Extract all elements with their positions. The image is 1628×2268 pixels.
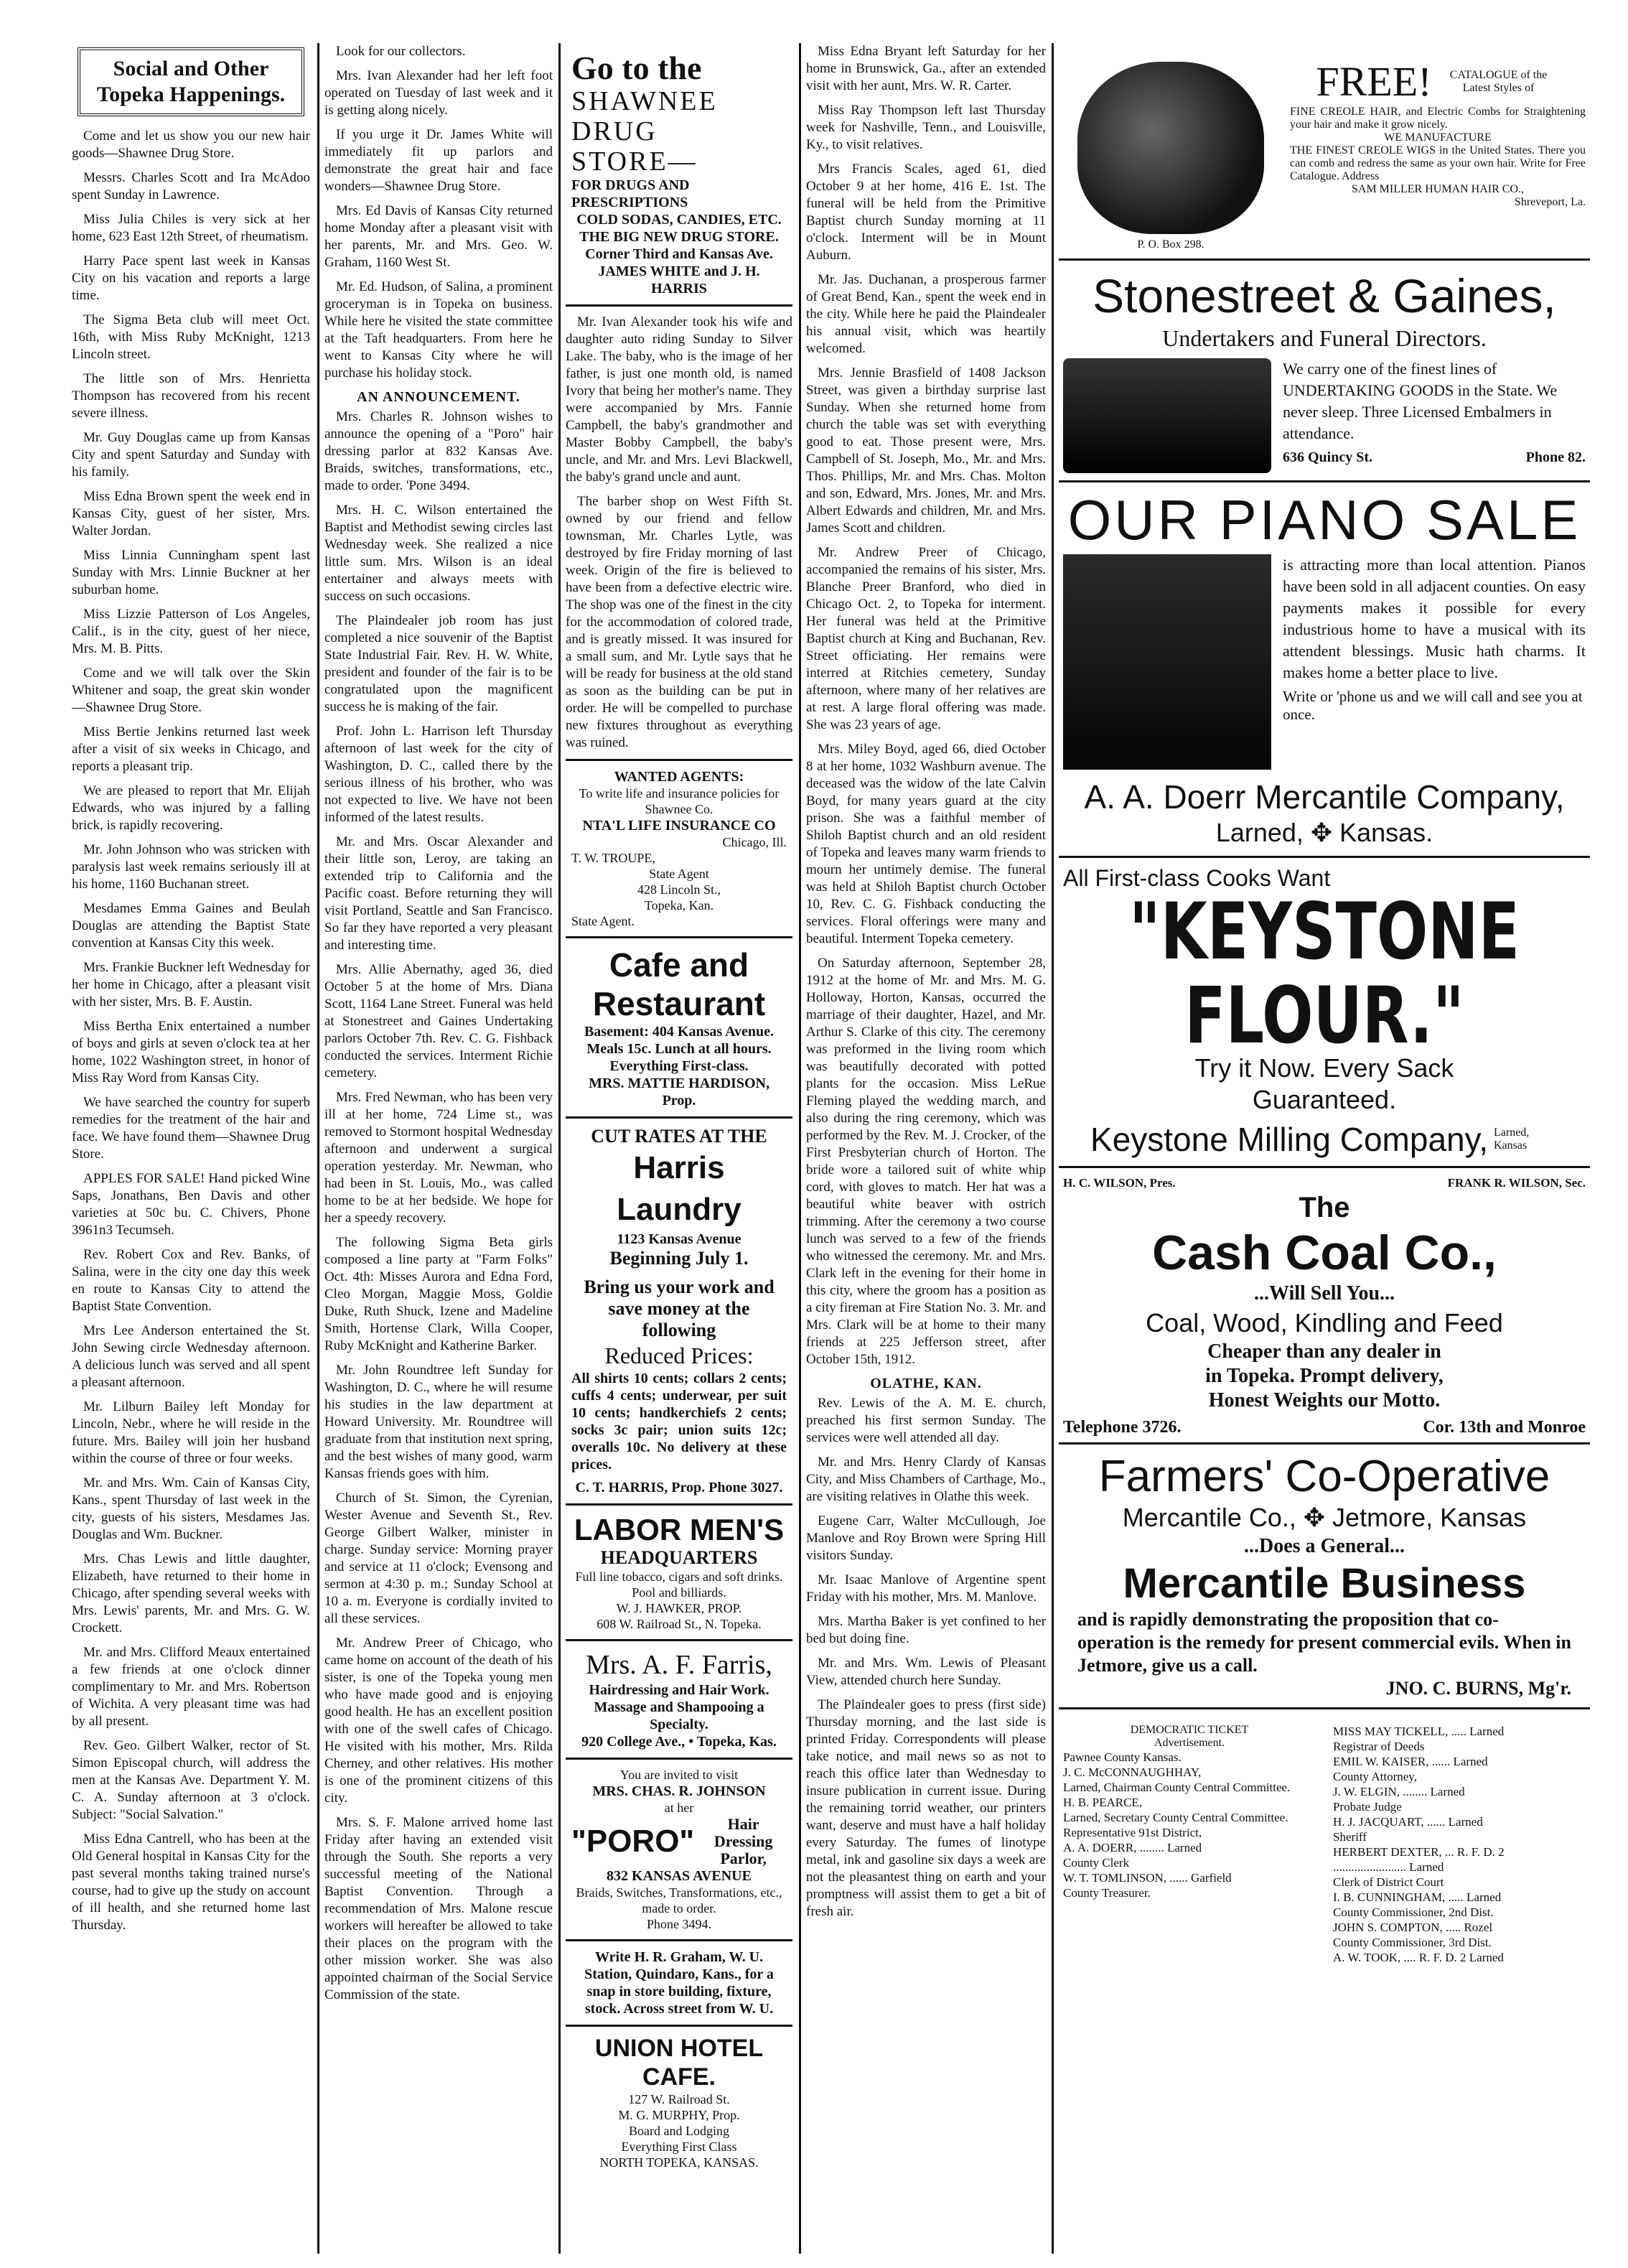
laundry-ad-line: CUT RATES AT THE — [591, 1126, 767, 1147]
laundry-ad-line: 1123 Kansas Avenue — [617, 1231, 742, 1247]
news-item: Harry Pace spent last week in Kansas City on his vacation and reports a large time. — [72, 253, 310, 303]
news-item: Miss Bertha Enix entertained a number of boys and girls at seven o'clock tea at her home, 1022 Washington street, in honor of Miss Ray Word from Kansas City. — [72, 1019, 310, 1086]
poro-ad-line: MRS. CHAS. R. JOHNSON — [592, 1783, 766, 1799]
undertaker-ad — [1059, 261, 1590, 482]
news-item: The Plaindealer goes to press (first side) Thursday morning, and the last side is printed Friday. Correspondents will please take notice, and mail news so as not to reach this office later than Wednesday to insure publication in current issue. During the remaining torrid weather, our printers want, deserve and must have a half holiday every Saturday. The fumes of linotype metal, ink and gasoline six days a week are not the pleasantest thing on earth and your promptness will assist them to get a bit of fresh air. — [806, 1697, 1046, 1919]
news-item: Mrs. Miley Boyd, aged 66, died October 8 at her home, 1032 Washburn avenue. The deceased was the widow of the late Calvin Boyd, for many years guard at the city prison. She was a faithful member of Shiloh Baptist church and an old resident of Topeka and leaves many warm friends to mourn her untimely demise. The funeral was held at Shiloh Baptist church October 10, Rev. C. G. Fishback conducting the services. Floral offerings were many and beautiful. Interment Topeka cemetery. — [806, 742, 1046, 946]
labor-ad-line: HEADQUARTERS — [600, 1547, 758, 1568]
hair-ad-line: THE FINEST CREOLE WIGS in the United States. There you can comb and redress the same as your own hair. Write for Free Catalogue. Address — [1290, 144, 1586, 182]
news-item: Miss Linnia Cunningham spent last Sunday with Mrs. Linnie Buckner at her suburban home. — [72, 548, 310, 597]
news-item: The little son of Mrs. Henrietta Thompson has recovered from his recent severe illness. — [72, 371, 310, 421]
coop-line: Mercantile Co., ✥ Jetmore, Kansas — [1122, 1503, 1527, 1532]
news-item: The Plaindealer job room has just completed a nice souvenir of the Baptist State Industrial Fair. Rev. H. W. White, president and founder of the fair is to be congratulated upon the magnificent success he is making of the fair. — [324, 613, 553, 714]
ticket-line: J. W. ELGIN, ........ Larned — [1333, 1785, 1465, 1798]
farris-ad-title: Mrs. A. F. Farris, — [586, 1650, 772, 1680]
agents-ad-line: Chicago, Ill. — [722, 835, 787, 849]
ticket-line: Representative 91st District, — [1063, 1826, 1202, 1839]
news-item: We have searched the country for superb remedies for the treatment of the hair and face. We have found them—Shawnee Drug Store. — [72, 1095, 310, 1162]
agents-ad — [566, 759, 792, 938]
agents-ad-line: State Agent. — [571, 914, 635, 928]
flour-city: Larned, Kansas — [1493, 1126, 1530, 1152]
news-item: Rev. Geo. Gilbert Walker, rector of St. Simon Episcopal church, will address the men at the Kansas Ave. Department Y. M. C. A. Sunday afternoon at 3 o'clock. Subject: "Social Salvation." — [72, 1738, 310, 1822]
news-item: AN ANNOUNCEMENT. — [357, 389, 520, 405]
ticket-sub: Advertisement. — [1154, 1737, 1225, 1749]
ticket-line: County Commissioner, 3rd Dist. — [1333, 1936, 1492, 1949]
ticket-line: Clerk of District Court — [1333, 1875, 1444, 1889]
column-rule — [799, 43, 801, 2254]
news-item: Miss Lizzie Patterson of Los Angeles, Calif., is in the city, guest of her niece, Mrs. M. B. Pitts. — [72, 607, 310, 656]
column-5 — [1059, 50, 1590, 2246]
coal-secretary: FRANK R. WILSON, Sec. — [1447, 1176, 1586, 1190]
column-rule — [317, 43, 319, 2254]
news-item: Mr. Ivan Alexander took his wife and daughter auto riding Sunday to Silver Lake. The baby, who is the image of her father, is just one month old, is named Ivory that being her mother's name. They were accompanied by Mrs. Fannie Campbell, the baby's grandmother and Master Bobby Campbell, the baby's uncle, and Mr. and Mrs. Levi Blackwell, the baby's grand uncle and aunt. — [566, 314, 792, 485]
cafe-ad-line: Basement: 404 Kansas Avenue. — [584, 1024, 775, 1040]
coal-line: Coal, Wood, Kindling and Feed — [1146, 1308, 1503, 1338]
column-1 — [72, 43, 310, 2246]
ticket-line: HERBERT DEXTER, ... R. F. D. 2 — [1333, 1845, 1505, 1859]
column-3-articles — [566, 307, 792, 752]
hair-ad-line: WE MANUFACTURE — [1384, 131, 1492, 144]
poro-ad-line: 832 KANSAS AVENUE — [607, 1868, 752, 1884]
union-ad-title: UNION HOTEL CAFE. — [594, 2035, 764, 2091]
news-item: Mr. Lilburn Bailey left Monday for Lincoln, Nebr., where he will reside in the future. Mrs. Bailey will join her husband within the course of three or four weeks. — [72, 1399, 310, 1466]
undertaker-phone: Phone 82. — [1525, 449, 1586, 465]
agents-ad-line: To write life and insurance policies for Shawnee Co. — [579, 786, 780, 816]
news-item: Mrs. S. F. Malone arrived home last Friday after having an extended visit through the South. She reports a very successful meeting of the National Baptist Convention. Through a recommendation of Mrs. Malone rescue workers will hereafter be allowed to take their places on the program with the other mission worker. She was also appointed chairman of the Social Service Commission of the state. — [324, 1815, 553, 2002]
news-item: Miss Edna Cantrell, who has been at the Old General hospital in Kansas City for the past several months taking trained nurse's course, had to give up the study on account of ill health, and she returned home last Thursday. — [72, 1831, 310, 1933]
poro-ad-line: at her — [664, 1801, 694, 1815]
drug-ad-line: COLD SODAS, CANDIES, ETC. — [576, 212, 782, 228]
drug-ad-line: Go to the — [571, 50, 702, 86]
news-item: Mrs. Allie Abernathy, aged 36, died October 5 at the home of Mrs. Diana Scott, 1164 Lane Street. Funeral was held at Stonestreet and Gaines Undertaking parlors October 7th. Rev. C. G. Fishback conducted the services. Interment Richie cemetery. — [324, 962, 553, 1081]
news-item: Mrs. Ivan Alexander had her left foot operated on Tuesday of last week and it is getting along nicely. — [324, 68, 553, 118]
coal-contact — [1063, 1420, 1586, 1435]
agents-ad-line: NTA'L LIFE INSURANCE CO — [582, 818, 776, 834]
coal-phone: Telephone 3726. — [1063, 1418, 1182, 1437]
coop-ad — [1059, 1445, 1590, 1709]
news-item: Mr. and Mrs. Henry Clardy of Kansas City, and Miss Chambers of Carthage, Mo., are visiting relatives in Olathe this week. — [806, 1455, 1046, 1504]
news-item: Mr. Andrew Preer of Chicago, who came home on account of the death of his sister, is one of the Topeka young men who have made good and is enjoying good health. He has an excellent position with one of the swell cafes of Chicago. He visited with his mother, Mrs. Rilda Cherney, and other relatives. His mother is one of the prominent citizens of this city. — [324, 1635, 553, 1806]
news-item: Look for our collectors. — [336, 44, 466, 59]
hair-ad-line: FINE CREOLE HAIR, and Electric Combs for Straightening your hair and make it grow nicely. — [1290, 106, 1586, 131]
news-item: Messrs. Charles Scott and Ira McAdoo spent Sunday in Lawrence. — [72, 170, 310, 202]
ticket-line: I. B. CUNNINGHAM, ..... Larned — [1333, 1890, 1502, 1904]
laundry-ad-line: All shirts 10 cents; collars 2 cents; cuffs 4 cents; underwear, per suit 10 cents; handkerchiefs 2 cents; socks 3c pair; union suits 12c; overalls 10c. No delivery at these prices. — [571, 1371, 787, 1473]
column-3 — [566, 43, 792, 2246]
coop-title-2: Mercantile Business — [1123, 1560, 1526, 1607]
poro-ad-title: "PORO" — [571, 1824, 695, 1859]
union-ad-line: Everything First Class — [621, 2139, 737, 2154]
ticket-line: County Commissioner, 2nd Dist. — [1333, 1905, 1494, 1919]
piano-company: A. A. Doerr Mercantile Company, — [1084, 778, 1565, 816]
agents-ad-line: State Agent — [649, 867, 709, 881]
news-item: OLATHE, KAN. — [870, 1376, 982, 1391]
news-item: Mrs. Fred Newman, who has been very ill at her home, 724 Lime st., was removed to Stormont hospital Wednesday afternoon and underwent a surgical operation yesterday. Mr. Newman, who had been in St. Louis, Mo., was called home to be at her bedside. We hope for her a speedy recovery. — [324, 1090, 553, 1226]
undertaker-title: Stonestreet & Gaines, — [1093, 269, 1556, 322]
laundry-ad-title: Harris Laundry — [617, 1150, 742, 1227]
news-item: Mrs. Martha Baker is yet confined to her bed but doing fine. — [806, 1614, 1046, 1646]
ticket-line: EMIL W. KAISER, ...... Larned — [1333, 1755, 1488, 1768]
coal-officers — [1063, 1175, 1586, 1190]
news-item: Miss Edna Brown spent the week end in Kansas City, guest of her sister, Mrs. Walter Jordan. — [72, 489, 310, 538]
news-item: Mr. Ed. Hudson, of Salina, a prominent groceryman is in Topeka on business. While here he visited the state committee at the Taft headquarters. From here he went to Kansas City where he will purchase his holiday stock. — [324, 279, 553, 381]
news-item: Come and let us show you our new hair goods—Shawnee Drug Store. — [72, 129, 310, 161]
news-item: Mrs Lee Anderson entertained the St. John Sewing circle Wednesday afternoon. A delicious lunch was served and all spent a pleasant afternoon. — [72, 1323, 310, 1390]
news-item: The barber shop on West Fifth St. owned by our friend and fellow townsman, Mr. Charles Lytle, was destroyed by fire Friday morning of last week. Origin of the fire is believed to have been from a defective electric wire. The shop was one of the finest in the city for the accommodation of colored trade, and is greatly missed. It was insured for a small sum, and Mr. Lytle says that he will be ready for business at the old stand as soon as the building can be put in order. He will be compelled to purchase new fixtures throughout as everything was ruined. — [566, 494, 792, 750]
union-hotel-ad — [566, 2027, 792, 2178]
drug-ad-line: SHAWNEE DRUG — [571, 86, 718, 146]
coal-line: in Topeka. Prompt delivery, — [1205, 1365, 1444, 1387]
ticket-line: Registrar of Deeds — [1333, 1740, 1425, 1753]
flour-line: Guaranteed. — [1252, 1085, 1397, 1114]
flour-company-row — [1063, 1120, 1586, 1159]
coop-body: and is rapidly demonstrating the proposition that co-operation is the remedy for present commercial evils. When in Jetmore, give us a call. — [1077, 1609, 1571, 1676]
laundry-ad-line: Beginning July 1. — [609, 1248, 749, 1269]
union-ad-line: 127 W. Railroad St. — [628, 2092, 730, 2106]
piano-image — [1063, 554, 1271, 770]
ticket-line: Sheriff — [1333, 1830, 1367, 1844]
piano-body: is attracting more than local attention. Pianos have been sold in all adjacent counties. On easy payments makes it possible for every industrious home to have a musical with its attendent blessings. Music hath charms. It makes home a better place to live. — [1283, 556, 1586, 681]
news-item: Mr. Andrew Preer of Chicago, accompanied the remains of his sister, Mrs. Blanche Preer Branford, who died in Chicago Oct. 2, to Topeka for interment. Her funeral was held at the Primitive Baptist church at King and Buchanan, Rev. Street officiating. Her remains were interred at Ritchies cemetery, Sunday afternoon, where many of her relatives are at rest. A large floral offering was made. She was 23 years of age. — [806, 545, 1046, 732]
flour-company: Keystone Milling Company, — [1090, 1121, 1488, 1158]
graham-ad-text: Write H. R. Graham, W. U. Station, Quindaro, Kans., for a snap in store building, fixture, stock. Across street from W. U. — [584, 1949, 774, 2017]
labor-ad-line: 608 W. Railroad St., N. Topeka. — [597, 1617, 762, 1631]
farris-ad-line: 920 College Ave., • Topeka, Kas. — [581, 1734, 777, 1750]
cafe-ad-title: Cafe and Restaurant — [592, 946, 766, 1022]
flour-line: Try it Now. Every Sack — [1194, 1053, 1454, 1083]
news-item: Mrs. Charles R. Johnson wishes to announce the opening of a "Poro" hair dressing parlor at 832 Kansas Ave. Braids, switches, transformations, etc., made to order. 'Pone 3494. — [324, 409, 553, 493]
coal-line: Honest Weights our Motto. — [1208, 1389, 1441, 1411]
ticket-line: W. T. TOMLINSON, ...... Garfield — [1063, 1871, 1232, 1885]
news-item: Mr. and Mrs. Oscar Alexander and their little son, Leroy, are taking an extended trip to California and the Pacific coast. Before returning they will visit Portland, Seattle and San Francisco. So far they have reported a very pleasant and interesting time. — [324, 834, 553, 953]
news-item: Mr. Isaac Manlove of Argentine spent Friday with his mother, Mrs. M. Manlove. — [806, 1572, 1046, 1605]
hair-ad-city: Shreveport, La. — [1514, 196, 1586, 208]
news-item: Miss Edna Bryant left Saturday for her home in Brunswick, Ga., after an extended visit with her aunt, Mrs. W. R. Carter. — [806, 44, 1046, 93]
union-ad-line: M. G. MURPHY, Prop. — [618, 2108, 740, 2122]
drug-ad-line: STORE— — [571, 146, 698, 177]
ticket-columns — [1063, 1724, 1586, 1965]
coop-line: ...Does a General... — [1244, 1535, 1405, 1557]
labor-ad-line: W. J. HAWKER, PROP. — [616, 1601, 742, 1615]
cafe-ad-line: MRS. MATTIE HARDISON, Prop. — [589, 1075, 769, 1109]
news-item: If you urge it Dr. James White will immediately fit up parlors and demonstrate the great hair and face wonders—Shawnee Drug Store. — [324, 127, 553, 194]
piano-cta: Write or 'phone us and we will call and see you at once. — [1283, 688, 1583, 723]
poro-ad-line: Braids, Switches, Transformations, etc., made to order. — [576, 1885, 782, 1915]
news-item: Mrs Francis Scales, aged 61, died October 9 at her home, 416 E. 1st. The funeral will be held from the Primitive Baptist church Sunday morning at 11 o'clock. Interment will be in Mount Auburn. — [806, 162, 1046, 263]
labor-ad-title: LABOR MEN'S — [574, 1513, 785, 1546]
news-item: Rev. Lewis of the A. M. E. church, preached his first sermon Sunday. The services were well attended all day. — [806, 1396, 1046, 1445]
drug-ad-line: FOR DRUGS AND PRESCRIPTIONS — [571, 177, 690, 210]
drug-ad-line: Corner Third and Kansas Ave. — [585, 246, 773, 262]
agents-ad-line: T. W. TROUPE, — [571, 851, 655, 865]
news-item: Eugene Carr, Walter McCullough, Joe Manlove and Roy Brown were Spring Hill visitors Sunday. — [806, 1513, 1046, 1563]
flour-title: "KEYSTONE FLOUR." — [1129, 885, 1520, 1062]
cafe-ad-line: Everything First-class. — [609, 1058, 749, 1074]
ticket-line: JOHN S. COMPTON, ..... Rozel — [1333, 1921, 1493, 1934]
undertaker-body-row — [1063, 358, 1586, 473]
farris-ad — [566, 1641, 792, 1760]
ticket-line: MISS MAY TICKELL, ..... Larned — [1333, 1725, 1505, 1738]
hair-ad-text — [1290, 57, 1586, 251]
piano-text — [1283, 554, 1586, 770]
drug-ad-line: JAMES WHITE and J. H. HARRIS — [598, 263, 760, 297]
news-item: Mrs. Chas Lewis and little daughter, Elizabeth, have returned to their home in Chicago, after spending several weeks with Mrs. Lewis' parents, Mr. and Mrs. G. W. Crockett. — [72, 1551, 310, 1635]
hair-ad-box: P. O. Box 298. — [1137, 238, 1204, 251]
news-item: Mrs. Jennie Brasfield of 1408 Jackson Street, was given a birthday surprise last Sunday. When she returned home from church the table was set with everything good to eat. Those present were, Mrs. Campbell of St. Joseph, Mo., Mr. and Mrs. Thos. Phillips, Mr. and Mrs. Chas. Molton and son, Edward, Mrs. Jones, Mr. and Mrs. Albert Edwards and children, Mr. and Mrs. James Scott and children. — [806, 365, 1046, 536]
ticket-line: H. J. JACQUART, ...... Larned — [1333, 1815, 1483, 1829]
drug-store-ad — [566, 43, 792, 307]
poro-ad-line: You are invited to visit — [619, 1768, 739, 1782]
ticket-line: County Attorney, — [1333, 1770, 1417, 1783]
ticket-line: ........................ Larned — [1333, 1860, 1444, 1874]
news-item: Mrs. Frankie Buckner left Wednesday for her home in Chicago, after a pleasant visit with her sister, Mrs. B. F. Austin. — [72, 960, 310, 1009]
laundry-ad-line: C. T. HARRIS, Prop. Phone 3027. — [575, 1480, 783, 1495]
labor-ad — [566, 1506, 792, 1641]
news-item: Prof. John L. Harrison left Thursday afternoon of last week for the city of Washington, D. C., called there by the serious illness of his brother, who was not expected to live. We have not been informed of the latest results. — [324, 724, 553, 825]
news-item: Mr. John Roundtree left Sunday for Washington, D. C., where he will resume his studies in the law department at Howard University. Mr. Roundtree will graduate from that institution next spring, and the best wishes of many good, warm Kansas friends goes with him. — [324, 1363, 553, 1481]
news-item: Miss Julia Chiles is very sick at her home, 623 East 12th Street, of rheumatism. — [72, 212, 310, 244]
news-item: Mr. Guy Douglas came up from Kansas City and spent Saturday and Sunday with his family. — [72, 430, 310, 480]
news-item: Mr. John Johnson who was stricken with paralysis last week remains seriously ill at his home, 1160 Buchanan street. — [72, 842, 310, 892]
hair-ad — [1059, 50, 1590, 261]
news-item: Mr. Jas. Duchanan, a prosperous farmer of Great Bend, Kan., spent the week end in the city. While here he paid the Plaindealer his annual visit, which was heartily welcomed. — [806, 272, 1046, 356]
news-item: The following Sigma Beta girls composed a line party at "Farm Folks" Oct. 4th: Misses Aurora and Edna Ford, Cleo Morgan, Maggie Moss, Goldie Duke, Ruth Shuck, Izene and Madeline Smith, Hortense Clark, Willa Cooper, Ruby McKnight and Katherine Barker. — [324, 1235, 553, 1353]
coal-address: Cor. 13th and Monroe — [1423, 1418, 1586, 1437]
news-item: The Sigma Beta club will meet Oct. 16th, with Miss Ruby McKnight, 1213 Lincoln street. — [72, 312, 310, 362]
undertaker-text — [1283, 358, 1586, 473]
news-item: Mrs. H. C. Wilson entertained the Baptist and Methodist sewing circles last Wednesday week. She realized a nice little sum. Mrs. Wilson is an ideal entertainer and always meets with success on such occasions. — [324, 503, 553, 604]
ticket-line: J. C. McCONNAUGHHAY, — [1063, 1765, 1202, 1779]
hair-ad-catalogue: CATALOGUE of the Latest Styles of — [1449, 68, 1548, 94]
news-item: Mesdames Emma Gaines and Beulah Douglas are attending the Baptist State convention at Kansas City this week. — [72, 901, 310, 951]
ticket-line: A. A. DOERR, ........ Larned — [1063, 1841, 1202, 1854]
news-item: Rev. Robert Cox and Rev. Banks, of Salina, were in the city one day this week en route to Kansas City to attend the Baptist State Convention. — [72, 1247, 310, 1314]
hair-ad-image-area — [1063, 57, 1278, 251]
cafe-ad-line: Meals 15c. Lunch at all hours. — [586, 1041, 772, 1057]
news-item: Mrs. Ed Davis of Kansas City returned home Monday after a pleasant visit with her parents, Mr. and Mrs. Geo. W. Graham, 1160 West St. — [324, 203, 553, 270]
news-item: Church of St. Simon, the Cyrenian, Wester Avenue and Seventh St., Rev. George Gilbert Walker, minister in charge. Sunday service: Morning prayer and service at 11 o'clock; Evensong and sermon at 4:30 p. m.; Sunday School at 10 a. m. Everyone is cordially invited to all these services. — [324, 1490, 553, 1626]
ticket-line: Larned, Secretary County Central Committee. — [1063, 1811, 1288, 1824]
column-4 — [806, 43, 1046, 2246]
laundry-ad-line: Bring us your work and save money at the following — [584, 1277, 775, 1340]
ticket-line: County Treasurer. — [1063, 1886, 1151, 1900]
coal-the: The — [1299, 1192, 1350, 1223]
ticket-line: County Clerk — [1063, 1856, 1130, 1870]
flour-ad — [1059, 858, 1590, 1168]
column-2 — [324, 43, 553, 2246]
laundry-ad-line: Reduced Prices: — [604, 1343, 754, 1368]
hair-ad-free: FREE! — [1316, 58, 1432, 105]
coal-ad — [1059, 1168, 1590, 1445]
news-item: Miss Ray Thompson left last Thursday week for Nashville, Tenn., and Louisville, Ky., to visit relatives. — [806, 103, 1046, 152]
labor-ad-line: Full line tobacco, cigars and soft drinks. Pool and billiards. — [575, 1569, 783, 1600]
undertaker-contact — [1283, 450, 1586, 465]
agents-ad-line: 428 Lincoln St., — [637, 882, 721, 897]
column-rule — [558, 43, 561, 2254]
ticket-line: A. W. TOOK, .... R. F. D. 2 Larned — [1333, 1951, 1504, 1964]
flour-head: All First-class Cooks Want — [1063, 865, 1331, 891]
ticket-left-list — [1063, 1750, 1316, 1900]
poro-title-row — [571, 1816, 787, 1867]
coal-title: Cash Coal Co., — [1152, 1226, 1497, 1280]
piano-ad — [1059, 482, 1590, 858]
coop-title: Farmers' Co-Operative — [1098, 1452, 1550, 1501]
news-item: On Saturday afternoon, September 28, 1912 at the home of Mr. and Mrs. M. G. Holloway, Horton, Kansas, occurred the marriage of their daughter, Hazel, and Mr. Arthur S. Clarke of this city. The ceremony was preformed in the living room which was beautifully decorated with potted plants for the occasion. Miss LeRue Fleming played the wedding march, and also during the ring ceremony, which was performed by the Rev. M. J. Crocker, of the First Presbyterian church of Horton. The bride wore a tailored suit of white whip cord, with gloves to match. Her hat was a beautiful white beaver with ostrich trimming. After the ceremony a two course lunch was served to a few of the friends who witnessed the ceremony. Mr. and Mrs. Clark left in the evening for their home in this city, where the groom has a position as a city fireman at Fire Station No. 3. Mr. and Mrs. Clark will be at home to their many friends at 225 Jefferson street, after October 15th, 1912. — [806, 956, 1046, 1367]
news-item: Miss Bertie Jenkins returned last week after a visit of six weeks in Chicago, and reports a pleasant trip. — [72, 724, 310, 774]
piano-city: Larned, ✥ Kansas. — [1215, 818, 1433, 847]
column-rule — [1052, 43, 1054, 2254]
drug-ad-line: THE BIG NEW DRUG STORE. — [579, 229, 779, 245]
masthead: Social and Other Topeka Happenings. — [78, 47, 304, 116]
ticket-line: Probate Judge — [1333, 1800, 1402, 1814]
graham-ad — [566, 1941, 792, 2027]
poro-ad — [566, 1760, 792, 1941]
news-item: Mr. and Mrs. Wm. Cain of Kansas City, Kans., spent Thursday of last week in the city, guests of his sisters, Mesdames Jas. Douglas and Wm. Buckner. — [72, 1475, 310, 1542]
coop-owner: JNO. C. BURNS, Mg'r. — [1385, 1678, 1571, 1699]
hair-ad-company: SAM MILLER HUMAN HAIR CO., — [1351, 183, 1524, 195]
undertaker-sub: Undertakers and Funeral Directors. — [1162, 325, 1487, 351]
farris-ad-line: Hairdressing and Hair Work. Massage and Shampooing a Specialty. — [589, 1682, 769, 1732]
cafe-ad — [566, 938, 792, 1119]
ticket-right-list — [1333, 1724, 1586, 1965]
laundry-ad — [566, 1119, 792, 1506]
undertaker-body: We carry one of the finest lines of UNDERTAKING GOODS in the State. We never sleep. Three Licensed Embalmers in attendance. — [1283, 360, 1558, 442]
poro-ad-subtitle: Hair Dressing Parlor, — [714, 1815, 773, 1867]
undertaker-address: 636 Quincy St. — [1283, 449, 1373, 465]
coal-president: H. C. WILSON, Pres. — [1063, 1176, 1176, 1190]
coal-line: Cheaper than any dealer in — [1207, 1340, 1441, 1363]
ticket-line: Larned, Chairman County Central Committee. — [1063, 1781, 1291, 1794]
hair-ad-head — [1290, 57, 1586, 106]
piano-body-row — [1063, 554, 1586, 770]
hearse-image — [1063, 358, 1271, 473]
coal-line: ...Will Sell You... — [1253, 1282, 1395, 1305]
agents-ad-line: WANTED AGENTS: — [614, 769, 744, 785]
news-item: Come and we will talk over the Skin Whitener and soap, the great skin wonder—Shawnee Drug Store. — [72, 666, 310, 715]
agents-ad-line: Topeka, Kan. — [644, 898, 714, 913]
ticket-line: Pawnee County Kansas. — [1063, 1750, 1182, 1764]
news-item: APPLES FOR SALE! Hand picked Wine Saps, Jonathans, Ben Davis and other varieties at 50c bu. C. Chivers, Phone 3961n3 Tecumseh. — [72, 1171, 310, 1238]
democratic-ticket — [1059, 1709, 1590, 1965]
news-item: Mr. and Mrs. Clifford Meaux entertained a few friends at one o'clock dinner complimentary to Mr. and Mrs. Robertson of Wichita. A very pleasant time was had by all present. — [72, 1645, 310, 1729]
news-item: We are pleased to report that Mr. Elijah Edwards, who was injured by a falling brick, is rapidly recovering. — [72, 783, 310, 833]
ticket-line: H. B. PEARCE, — [1063, 1796, 1143, 1809]
ticket-left — [1063, 1724, 1316, 1965]
ticket-head: DEMOCRATIC TICKET — [1130, 1724, 1249, 1736]
union-ad-line: Board and Lodging — [629, 2124, 729, 2138]
wig-image — [1077, 62, 1264, 234]
poro-ad-line: Phone 3494. — [647, 1917, 711, 1931]
news-item: Mr. and Mrs. Wm. Lewis of Pleasant View, attended church here Sunday. — [806, 1656, 1046, 1688]
piano-title: OUR PIANO SALE — [1067, 488, 1581, 551]
union-ad-line: NORTH TOPEKA, KANSAS. — [599, 2155, 759, 2170]
